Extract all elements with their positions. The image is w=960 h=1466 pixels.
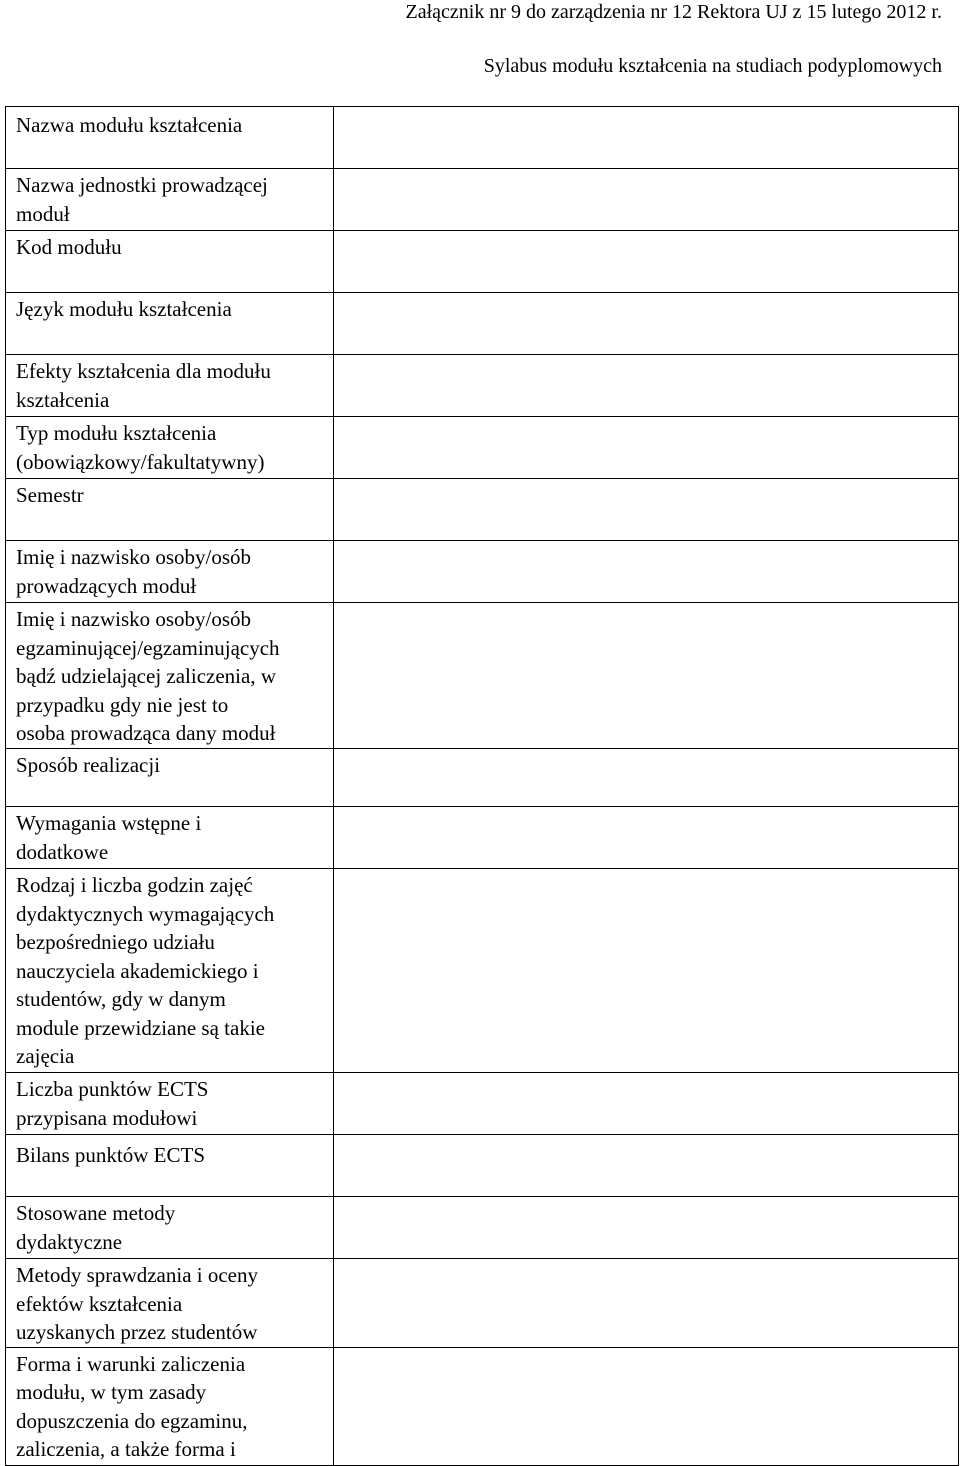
row-label bbox=[6, 293, 334, 355]
row-label-text: Sposób realizacji bbox=[16, 753, 161, 777]
row-label-text: Wymagania wstępne i dodatkowe bbox=[16, 811, 202, 864]
table-row-semester bbox=[6, 479, 959, 541]
row-value-field[interactable] bbox=[334, 107, 959, 169]
table-row-completion-form bbox=[6, 1347, 959, 1465]
row-value-field[interactable] bbox=[334, 417, 959, 479]
row-label-text: Semestr bbox=[16, 483, 84, 507]
row-label-text: Kod modułu bbox=[16, 235, 122, 259]
row-label-text: Bilans punktów ECTS bbox=[16, 1143, 206, 1167]
row-value-field[interactable] bbox=[334, 1197, 959, 1259]
table-row-prerequisites bbox=[6, 807, 959, 869]
row-label-text: Rodzaj i liczba godzin zajęć dydaktycznych wymagających bezpośredniego udziału nauczyciela akademickiego i studentów, gdy w danym module przewidziane są takie zajęcia bbox=[16, 873, 275, 1068]
table-row-module-code bbox=[6, 231, 959, 293]
row-value-field[interactable] bbox=[334, 1259, 959, 1348]
row-value-field[interactable] bbox=[334, 1073, 959, 1135]
row-label-text: Nazwa jednostki prowadzącej moduł bbox=[16, 173, 268, 226]
row-label bbox=[6, 417, 334, 479]
table-row-assessment-methods bbox=[6, 1259, 959, 1348]
row-label-text: Imię i nazwisko osoby/osób egzaminującej/egzaminujących bądź udzielającej zaliczenia, w przypadku gdy nie jest to osoba prowadząca dany moduł bbox=[16, 607, 280, 745]
row-value-field[interactable] bbox=[334, 869, 959, 1073]
row-label bbox=[6, 1259, 334, 1348]
row-value-field[interactable] bbox=[334, 479, 959, 541]
row-value-field[interactable] bbox=[334, 749, 959, 807]
row-value-field[interactable] bbox=[334, 231, 959, 293]
row-label bbox=[6, 749, 334, 807]
row-label-text: Nazwa modułu kształcenia bbox=[16, 113, 243, 137]
row-label bbox=[6, 1073, 334, 1135]
row-value-field[interactable] bbox=[334, 1347, 959, 1465]
row-label-text: Imię i nazwisko osoby/osób prowadzących moduł bbox=[16, 545, 252, 598]
row-label bbox=[6, 1197, 334, 1259]
table-row-contact-hours bbox=[6, 869, 959, 1073]
table-row-delivery-mode bbox=[6, 749, 959, 807]
syllabus-table bbox=[5, 106, 959, 1466]
row-label bbox=[6, 479, 334, 541]
row-label-text: Typ modułu kształcenia (obowiązkowy/fakultatywny) bbox=[16, 421, 265, 474]
row-value-field[interactable] bbox=[334, 603, 959, 749]
row-value-field[interactable] bbox=[334, 293, 959, 355]
row-value-field[interactable] bbox=[334, 1135, 959, 1197]
row-label-text: Stosowane metody dydaktyczne bbox=[16, 1201, 176, 1254]
row-label bbox=[6, 107, 334, 169]
row-label bbox=[6, 231, 334, 293]
row-value-field[interactable] bbox=[334, 541, 959, 603]
row-label bbox=[6, 869, 334, 1073]
row-label bbox=[6, 1347, 334, 1465]
attachment-note: Załącznik nr 9 do zarządzenia nr 12 Rektora UJ z 15 lutego 2012 r. bbox=[405, 1, 942, 23]
row-value-field[interactable] bbox=[334, 807, 959, 869]
row-label-text: Język modułu kształcenia bbox=[16, 297, 232, 321]
row-label-text: Metody sprawdzania i oceny efektów kształcenia uzyskanych przez studentów bbox=[16, 1263, 259, 1344]
row-label-text: Efekty kształcenia dla modułu kształcenia bbox=[16, 359, 271, 412]
table-row-language bbox=[6, 293, 959, 355]
row-value-field[interactable] bbox=[334, 169, 959, 231]
row-value-field[interactable] bbox=[334, 355, 959, 417]
table-row-module-type bbox=[6, 417, 959, 479]
row-label-text: Forma i warunki zaliczenia modułu, w tym zasady dopuszczenia do egzaminu, zaliczenia, a także forma i bbox=[16, 1351, 248, 1461]
table-row-instructors bbox=[6, 541, 959, 603]
row-label bbox=[6, 1135, 334, 1197]
table-row-examiners bbox=[6, 603, 959, 749]
row-label bbox=[6, 807, 334, 869]
table-row-ects-points bbox=[6, 1073, 959, 1135]
document-title: Sylabus modułu kształcenia na studiach podyplomowych bbox=[483, 55, 942, 77]
row-label bbox=[6, 603, 334, 749]
row-label bbox=[6, 541, 334, 603]
table-row-module-name bbox=[6, 107, 959, 169]
table-row-unit-name bbox=[6, 169, 959, 231]
table-row-teaching-methods bbox=[6, 1197, 959, 1259]
row-label-text: Liczba punktów ECTS przypisana modułowi bbox=[16, 1077, 209, 1130]
row-label bbox=[6, 355, 334, 417]
table-row-ects-balance bbox=[6, 1135, 959, 1197]
table-row-learning-outcomes bbox=[6, 355, 959, 417]
row-label bbox=[6, 169, 334, 231]
